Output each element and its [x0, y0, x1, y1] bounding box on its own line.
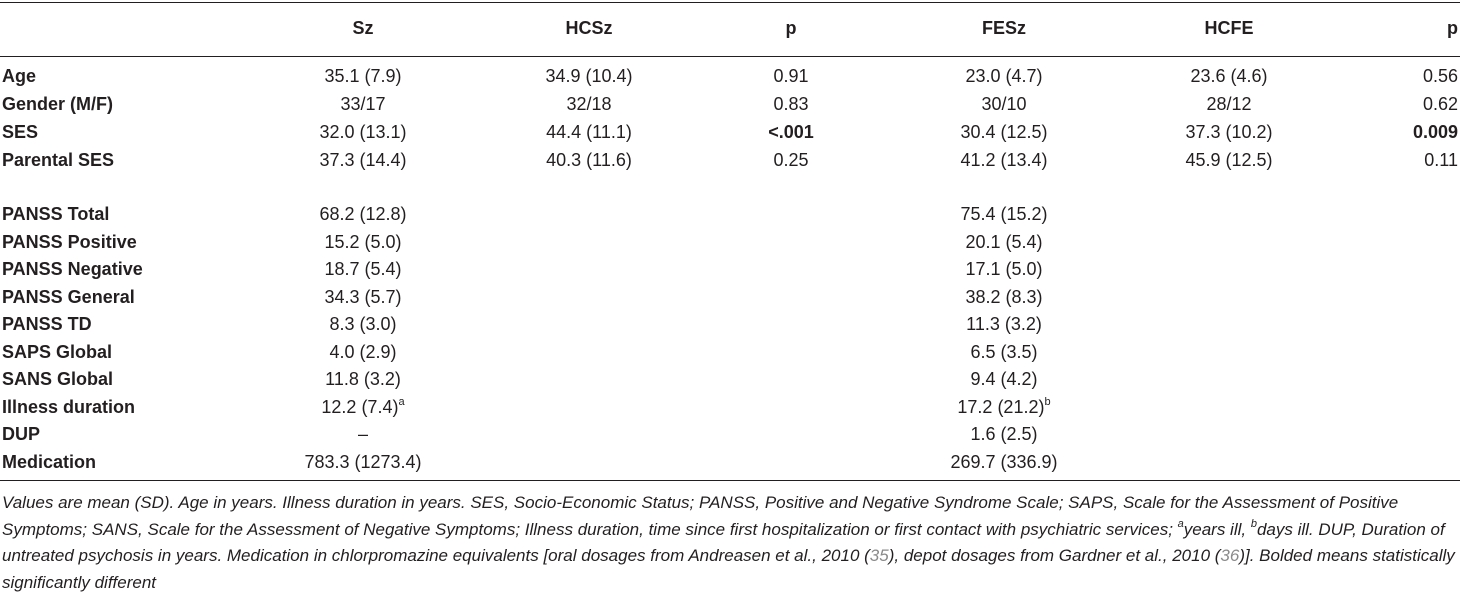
footnote-text: )]. Bolded means statistically significantly different: [2, 546, 1455, 592]
reference-link-35[interactable]: 35: [869, 546, 889, 565]
cell-p-sz: 0.25: [773, 150, 809, 170]
row-label: Parental SES: [2, 150, 115, 170]
table-row: [0, 420, 1460, 448]
cell-fesz: 11.3 (3.2): [966, 314, 1042, 334]
cell-sz: 35.1 (7.9): [324, 66, 402, 86]
cell-p-fe: 0.62: [1422, 94, 1458, 114]
table-row: [0, 228, 1460, 256]
cell-fesz: 1.6 (2.5): [970, 424, 1038, 444]
cell-value: 12.2 (7.4): [321, 396, 399, 417]
cell-hcfe: 23.6 (4.6): [1190, 66, 1268, 86]
cell-sz: 37.3 (14.4): [319, 150, 407, 170]
cell-fesz: 30/10: [981, 94, 1027, 114]
footnote-text: years ill,: [1183, 519, 1251, 539]
cell-hcsz: 34.9 (10.4): [545, 66, 633, 86]
footnote-marker-a: a: [1177, 517, 1184, 530]
cell-fesz: 6.5 (3.5): [970, 341, 1038, 362]
cell-sz: 68.2 (12.8): [319, 204, 407, 224]
footnote-text: ), depot dosages from Gardner et al., 2010 (: [888, 546, 1221, 565]
row-label: PANSS Total: [2, 204, 110, 224]
cell-hcsz: 44.4 (11.1): [546, 122, 632, 142]
column-header-sz: Sz: [352, 18, 374, 38]
cell-p-sz-significant: <.001: [768, 122, 814, 142]
column-header-p-fe: p: [1447, 18, 1458, 38]
cell-fesz: 30.4 (12.5): [960, 122, 1048, 142]
cell-hcsz: 32/18: [566, 94, 612, 114]
table-row: [0, 90, 1460, 118]
row-label: Gender (M/F): [2, 94, 113, 114]
row-label: PANSS TD: [2, 314, 92, 334]
table-row: [0, 118, 1460, 146]
row-label: Illness duration: [2, 396, 136, 417]
cell-p-fe-significant: 0.009: [1412, 122, 1458, 142]
cell-sz: 783.3 (1273.4): [304, 451, 422, 472]
column-header-p-sz: p: [785, 18, 797, 38]
cell-fesz: 20.1 (5.4): [965, 231, 1043, 252]
row-label: SES: [2, 122, 39, 142]
row-label: PANSS General: [2, 286, 135, 307]
table-row: [0, 255, 1460, 283]
cell-sz: 32.0 (13.1): [319, 122, 407, 142]
table-header-row: [0, 14, 1460, 42]
row-label: Medication: [2, 451, 97, 472]
cell-hcsz: 40.3 (11.6): [546, 150, 632, 170]
cell-sz: 34.3 (5.7): [324, 286, 402, 307]
cell-fesz: 23.0 (4.7): [965, 66, 1043, 86]
cell-sz: 33/17: [340, 94, 386, 114]
table-row: [0, 448, 1460, 476]
cell-fesz: [924, 393, 1084, 421]
footnote-text: days ill. DUP, Duration of untreated psychosis in years. Medication in chlorpromazine equivalents [oral dosages from Andreasen et al., 2010 (: [2, 519, 1445, 565]
cell-sz: 11.8 (3.2): [325, 369, 401, 389]
cell-p-sz: 0.91: [773, 66, 809, 86]
table-row: [0, 146, 1460, 174]
table-row: [0, 62, 1460, 90]
column-header-hcsz: HCSz: [565, 18, 613, 38]
cell-sz: 8.3 (3.0): [329, 314, 397, 334]
cell-hcfe: 37.3 (10.2): [1185, 122, 1273, 142]
row-label: PANSS Negative: [2, 259, 143, 279]
footnote-marker-b: b: [1250, 517, 1257, 530]
cell-sz: –: [357, 424, 368, 444]
cell-sz: 15.2 (5.0): [324, 231, 402, 252]
column-header-fesz: FESz: [981, 18, 1026, 38]
bottom-rule: [0, 480, 1460, 481]
row-label: DUP: [2, 424, 41, 444]
cell-p-fe: 0.11: [1424, 150, 1458, 170]
cell-value: 17.2 (21.2): [957, 396, 1045, 417]
footnote-marker-a: a: [398, 395, 405, 408]
table-footnote: [2, 490, 1458, 596]
cell-fesz: 9.4 (4.2): [970, 369, 1038, 389]
footnote-text: Values are mean (SD). Age in years. Illness duration in years. SES, Socio-Economic Status; PANSS, Positive and Negative Syndrome Scale; SAPS, Scale for the Assessment of Positive Symptoms; SANS, Scale for the Assessment of Negative Symptoms; Illness duration, time since first hospitalization or first contact with psychiatric services;: [2, 493, 1399, 539]
table-row: [0, 310, 1460, 338]
table-row: [0, 200, 1460, 228]
cell-fesz: 75.4 (15.2): [960, 204, 1048, 224]
cell-sz: [283, 393, 443, 421]
reference-link-36[interactable]: 36: [1220, 546, 1240, 565]
cell-fesz: 17.1 (5.0): [965, 259, 1043, 279]
cell-hcfe: 45.9 (12.5): [1185, 150, 1273, 170]
row-label: SANS Global: [2, 369, 114, 389]
table-row: [0, 283, 1460, 311]
table-row: [0, 393, 1460, 421]
cell-fesz: 41.2 (13.4): [960, 150, 1048, 170]
row-label: Age: [2, 66, 37, 86]
top-rule: [0, 2, 1460, 3]
cell-p-sz: 0.83: [773, 94, 809, 114]
header-rule: [0, 56, 1460, 57]
cell-fesz: 38.2 (8.3): [965, 286, 1043, 307]
cell-p-fe: 0.56: [1422, 66, 1458, 86]
column-header-hcfe: HCFE: [1204, 18, 1254, 38]
row-label: PANSS Positive: [2, 231, 137, 252]
cell-sz: 18.7 (5.4): [324, 259, 402, 279]
table-row: [0, 338, 1460, 366]
table-row: [0, 365, 1460, 393]
footnote-marker-b: b: [1044, 395, 1051, 408]
cell-sz: 4.0 (2.9): [329, 341, 397, 362]
row-label: SAPS Global: [2, 341, 113, 362]
cell-hcfe: 28/12: [1206, 94, 1252, 114]
cell-fesz: 269.7 (336.9): [950, 451, 1058, 472]
